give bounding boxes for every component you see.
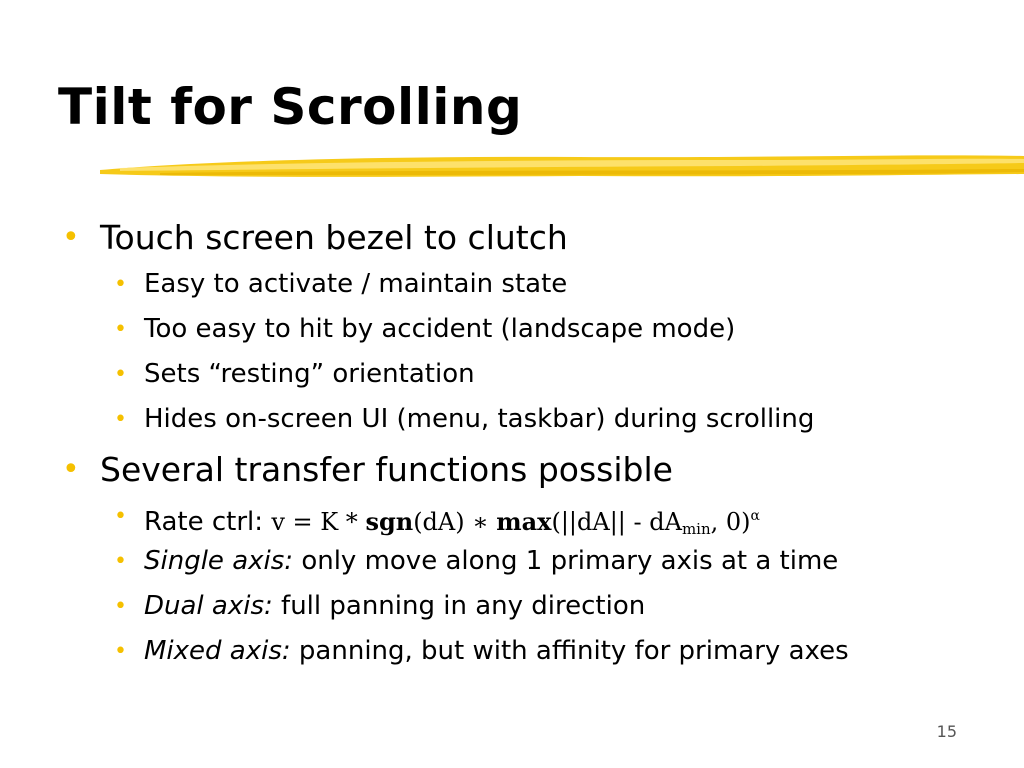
title-underline-brushstroke — [100, 148, 1024, 188]
sub-bullet-text: only move along 1 primary axis at a time — [301, 546, 839, 576]
formula-tail: , 0) — [710, 508, 751, 536]
sub-list-item — [62, 629, 1012, 674]
formula-max: max — [496, 507, 552, 536]
sub-bullet-text: full panning in any direction — [281, 591, 646, 621]
sub-bullet-text: Sets “resting” orientation — [144, 359, 475, 389]
bullet-text: Touch screen bezel to clutch — [100, 218, 568, 257]
formula-arg2: (||dA|| - dA — [551, 508, 682, 536]
sub-bullet-text: panning, but with affinity for primary axes — [298, 636, 849, 666]
bullet-dot-icon: • — [62, 452, 80, 487]
bullet-text: Several transfer functions possible — [100, 450, 673, 489]
sub-bullet-text: Too easy to hit by accident (landscape mode) — [144, 314, 736, 344]
formula-lhs: v = K * — [271, 508, 358, 536]
formula-subscript: min — [681, 520, 711, 538]
sub-bullet-label: Mixed axis: — [144, 636, 291, 666]
bullet-dot-icon: • — [114, 272, 127, 297]
list-item — [62, 214, 1012, 262]
sub-bullet-text: Hides on-screen UI (menu, taskbar) during scrolling — [144, 404, 815, 434]
sub-bullet-label: Single axis: — [144, 546, 294, 576]
rate-ctrl-label: Rate ctrl: — [144, 507, 264, 537]
sub-list-item — [62, 584, 1012, 629]
bullet-dot-icon: • — [62, 220, 80, 255]
bullet-dot-icon: • — [114, 594, 127, 619]
bullet-dot-icon: • — [114, 549, 127, 574]
bullet-dot-icon: • — [114, 407, 127, 432]
sub-list-item — [62, 539, 1012, 584]
sub-bullet-text: Easy to activate / maintain state — [144, 269, 568, 299]
bullet-dot-icon: • — [114, 639, 127, 664]
bullet-dot-icon: • — [114, 362, 127, 387]
bullet-dot-icon: • — [114, 317, 127, 342]
formula-arg1: (dA) ∗ — [413, 508, 489, 536]
slide-title: Tilt for Scrolling — [58, 78, 523, 136]
formula-sgn: sgn — [365, 507, 414, 536]
sub-list-item — [62, 352, 1012, 397]
sub-list-item — [62, 494, 1012, 539]
page-number: 15 — [936, 722, 957, 741]
bullet-dot-icon: • — [114, 504, 127, 529]
sub-bullet-label: Dual axis: — [144, 591, 273, 621]
sub-list-item — [62, 397, 1012, 442]
rate-control-formula — [271, 508, 760, 536]
formula-exponent: α — [750, 508, 760, 524]
sub-list-item — [62, 307, 1012, 352]
sub-list-item — [62, 262, 1012, 307]
bullet-list — [62, 214, 1012, 674]
list-item — [62, 446, 1012, 494]
